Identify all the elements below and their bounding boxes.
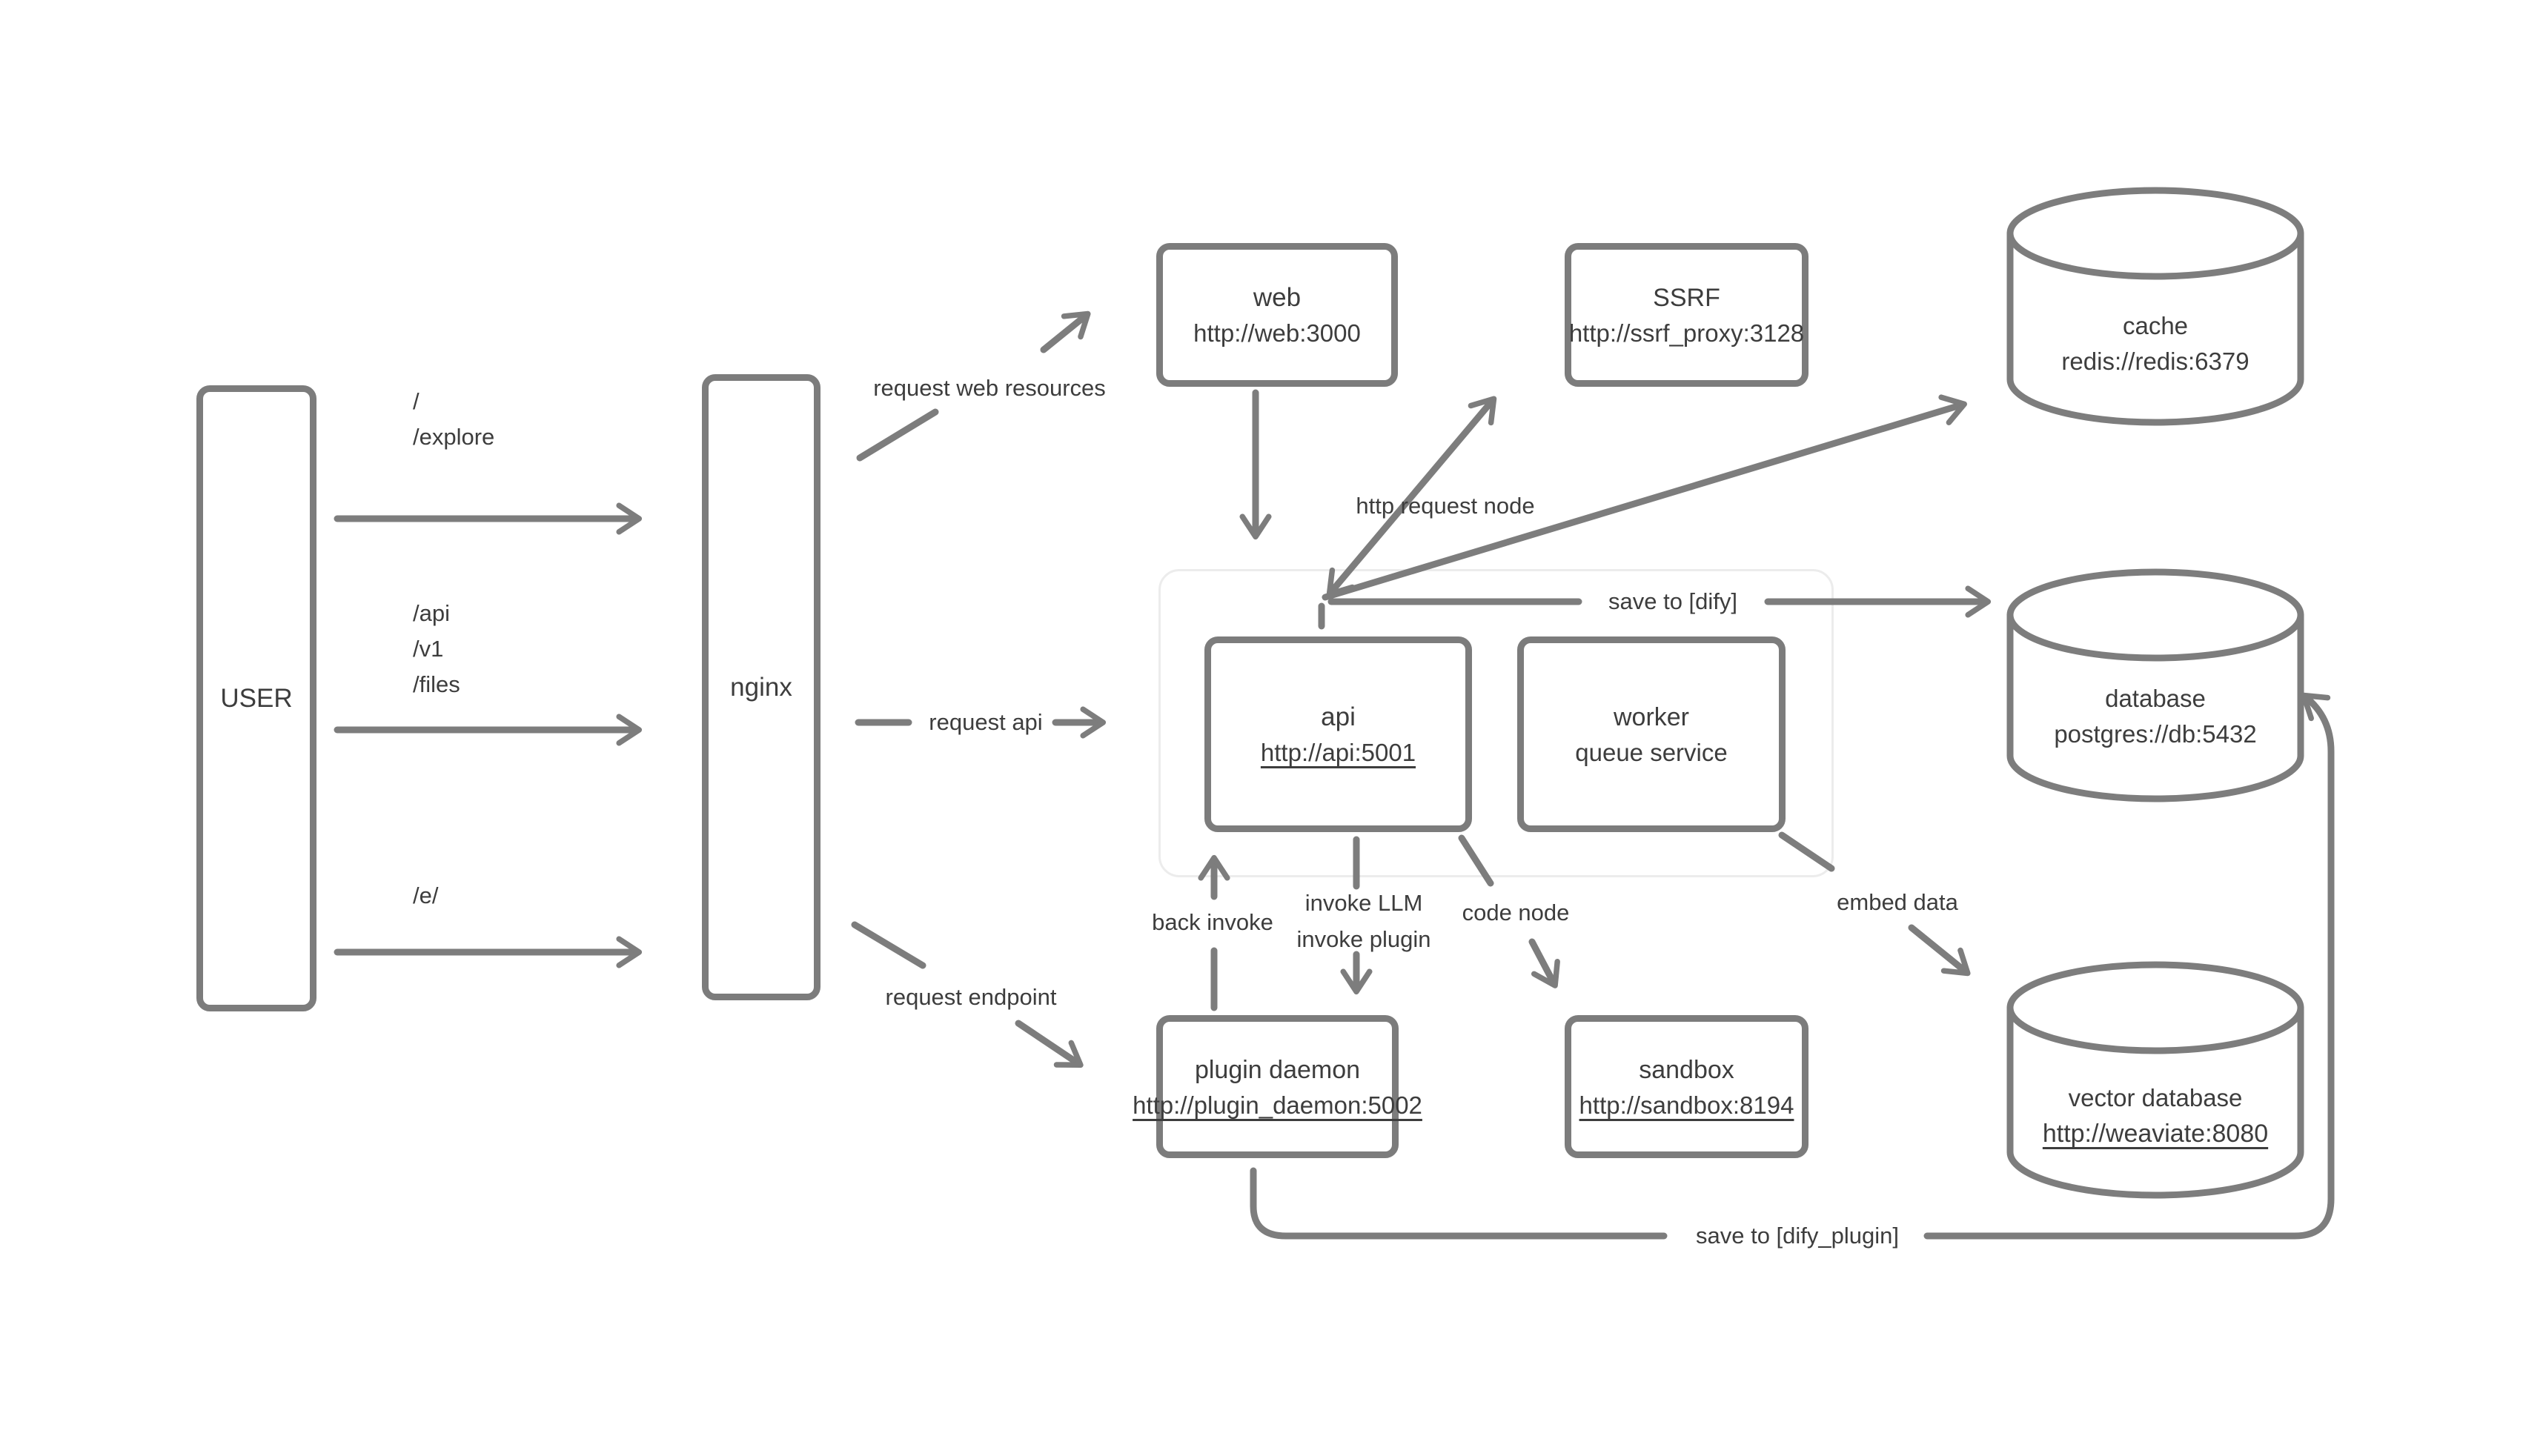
plugin-daemon-url: http://plugin_daemon:5002	[1133, 1091, 1422, 1119]
user-label: USER	[220, 683, 293, 713]
label-save-to-dify: save to [dify]	[1608, 588, 1738, 614]
route-api: /api	[413, 600, 450, 626]
api-title: api	[1321, 702, 1356, 731]
label-save-to-dify-plugin: save to [dify_plugin]	[1695, 1223, 1900, 1249]
edge-nginx-plugin-seg2	[1018, 1023, 1079, 1064]
routes-endpoint	[413, 878, 438, 914]
cache-cylinder	[2010, 190, 2301, 422]
node-worker	[1517, 636, 1786, 832]
web-url: http://web:3000	[1193, 319, 1361, 347]
sandbox-title: sandbox	[1639, 1055, 1734, 1084]
label-request-endpoint: request endpoint	[885, 984, 1057, 1010]
label-request-api: request api	[929, 709, 1043, 735]
vector-database-title: vector database	[2068, 1084, 2243, 1111]
cache-label	[2061, 308, 2249, 379]
label-invoke-plugin: invoke plugin	[1296, 926, 1431, 952]
label-back-invoke: back invoke	[1152, 909, 1273, 935]
node-nginx	[702, 374, 820, 1000]
worker-title: worker	[1613, 703, 1690, 731]
routes-web	[413, 384, 494, 455]
vector-database-url: http://weaviate:8080	[2042, 1120, 2269, 1148]
nginx-label: nginx	[730, 672, 792, 702]
database-url: postgres://db:5432	[2054, 720, 2257, 748]
label-http-request-node: http request node	[1356, 493, 1535, 519]
routes-api	[413, 596, 460, 702]
label-embed-data: embed data	[1837, 889, 1958, 915]
database-label	[2054, 681, 2256, 752]
plugin-daemon-title: plugin daemon	[1194, 1055, 1361, 1084]
node-web	[1156, 243, 1398, 387]
node-api	[1204, 636, 1472, 832]
ssrf-title: SSRF	[1653, 284, 1720, 312]
cache-title: cache	[2122, 312, 2189, 339]
route-v1: /v1	[413, 636, 444, 662]
sandbox-url: http://sandbox:8194	[1579, 1091, 1794, 1119]
label-invoke	[1297, 885, 1431, 957]
edge-embed-data-seg2	[1912, 928, 1966, 972]
label-code-node: code node	[1462, 900, 1570, 925]
web-title: web	[1253, 283, 1302, 312]
node-ssrf	[1565, 243, 1808, 387]
worker-subtitle: queue service	[1575, 739, 1728, 766]
label-invoke-llm: invoke LLM	[1304, 890, 1423, 916]
ssrf-url: http://ssrf_proxy:3128	[1568, 319, 1805, 347]
route-e: /e/	[413, 882, 439, 908]
api-url: http://api:5001	[1260, 739, 1416, 766]
label-request-web-resources: request web resources	[873, 375, 1106, 401]
edge-nginx-web-seg1	[860, 412, 935, 458]
edge-code-node-seg2	[1532, 942, 1554, 984]
edge-save-dify-plugin-seg1	[1253, 1171, 1664, 1236]
cache-url: redis://redis:6379	[2061, 348, 2250, 375]
vector-database-label	[2043, 1080, 2268, 1151]
node-plugin-daemon	[1133, 1015, 1422, 1158]
database-title: database	[2105, 685, 2206, 712]
node-user	[196, 385, 316, 1011]
route-explore: /explore	[413, 424, 495, 450]
route-root: /	[413, 388, 420, 414]
edge-nginx-web-seg2	[1044, 315, 1087, 350]
node-sandbox	[1565, 1015, 1808, 1158]
edge-nginx-plugin-seg1	[855, 925, 923, 965]
route-files: /files	[413, 671, 460, 697]
edge-code-node-seg1	[1462, 838, 1491, 883]
edge-embed-data-seg1	[1782, 835, 1831, 868]
